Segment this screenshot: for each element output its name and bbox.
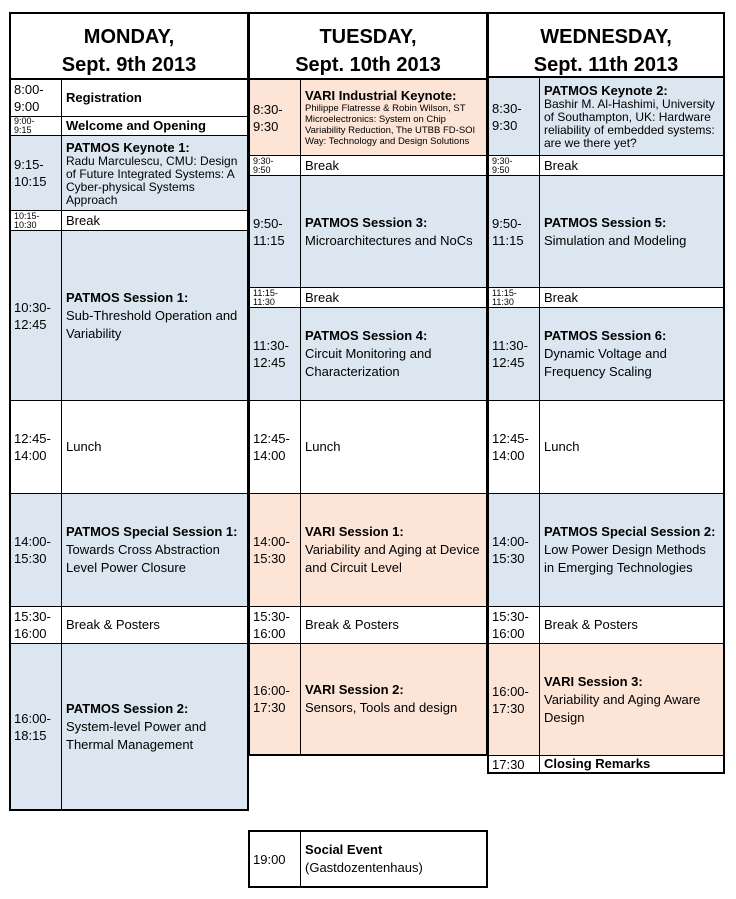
session-title: Registration — [66, 90, 142, 105]
wednesday-date: Sept. 11th 2013 — [533, 54, 679, 76]
session-title: PATMOS Keynote 1: — [66, 139, 190, 155]
session-desc: Break & Posters — [66, 617, 160, 632]
session-desc: Sensors, Tools and design — [305, 700, 458, 715]
schedule-row — [489, 755, 723, 772]
time-slot: 12:45- 14:00 — [11, 401, 62, 493]
schedule-row — [11, 606, 247, 643]
session-title: PATMOS Special Session 2: — [544, 524, 716, 539]
schedule-row — [489, 400, 723, 493]
schedule-row — [11, 493, 247, 606]
monday-schedule — [9, 78, 249, 811]
session-desc: Break — [66, 212, 100, 228]
session-desc: Break & Posters — [305, 617, 399, 632]
schedule-row — [489, 606, 723, 643]
session-desc: Microarchitectures and NoCs — [305, 232, 473, 248]
wednesday-header — [487, 12, 725, 78]
time-slot: 15:30- 16:00 — [250, 607, 301, 643]
session-title: Welcome and Opening — [66, 118, 206, 133]
session-title: Closing Remarks — [544, 756, 651, 771]
time-slot: 11:15- 11:30 — [250, 288, 301, 307]
session-desc: Circuit Monitoring and Characterization — [305, 346, 432, 379]
time-slot: 16:00- 17:30 — [489, 644, 540, 755]
session-title: VARI Session 1: — [305, 524, 404, 539]
time-slot: 11:15- 11:30 — [489, 288, 540, 307]
time-slot: 15:30- 16:00 — [11, 607, 62, 643]
time-slot: 9:50- 11:15 — [250, 176, 301, 287]
time-slot: 10:30- 12:45 — [11, 231, 62, 400]
session-title: PATMOS Session 5: — [544, 214, 667, 230]
session-desc: Lunch — [544, 439, 580, 454]
session-title: PATMOS Special Session 1: — [66, 524, 238, 539]
schedule-row — [489, 78, 723, 155]
session-desc: Break — [544, 289, 578, 305]
session-title: PATMOS Session 1: — [66, 289, 189, 305]
session-title: VARI Session 3: — [544, 673, 643, 689]
time-slot: 12:45- 14:00 — [250, 401, 301, 493]
session-title: PATMOS Session 3: — [305, 214, 428, 230]
schedule-row — [489, 175, 723, 287]
session-desc: Philippe Flatresse & Robin Wilson, ST Microelectronics: System on Chip Variability Reduction, The UTBB FD-SOI Way: Technology and Design Solutions — [305, 103, 476, 147]
time-slot: 11:30- 12:45 — [250, 308, 301, 400]
tuesday-header — [248, 12, 488, 80]
session-desc: Variability and Aging Aware Design — [544, 691, 701, 725]
schedule-row — [250, 307, 486, 400]
time-slot: 14:00- 15:30 — [11, 494, 62, 606]
session-title: PATMOS Keynote 2: — [544, 83, 668, 98]
time-slot: 8:00- 9:00 — [11, 80, 62, 116]
time-slot: 8:30- 9:30 — [489, 78, 540, 155]
schedule-row — [11, 230, 247, 400]
schedule-row — [250, 606, 486, 643]
session-desc: Lunch — [66, 439, 102, 454]
session-title: PATMOS Session 6: — [544, 328, 667, 343]
wednesday-schedule — [487, 76, 725, 774]
time-slot: 15:30- 16:00 — [489, 607, 540, 643]
schedule-row — [11, 80, 247, 116]
time-slot: 11:30- 12:45 — [489, 308, 540, 400]
time-slot: 10:15- 10:30 — [11, 211, 62, 230]
time-slot: 12:45- 14:00 — [489, 401, 540, 493]
schedule-row — [250, 155, 486, 175]
social-event-title: Social Event — [305, 842, 383, 857]
session-desc: Bashir M. Al-Hashimi, University of Southampton, UK: Hardware reliability of embedded systems: are we there yet? — [544, 97, 715, 150]
session-desc: Break & Posters — [544, 617, 638, 632]
time-slot: 14:00- 15:30 — [250, 494, 301, 606]
session-desc: Break — [305, 289, 339, 305]
time-slot: 16:00- 18:15 — [11, 644, 62, 809]
session-desc: System-level Power and Thermal Management — [66, 718, 207, 752]
session-desc: Low Power Design Methods in Emerging Technologies — [544, 542, 706, 575]
schedule-row — [250, 287, 486, 307]
schedule-row — [11, 116, 247, 135]
schedule-row — [250, 493, 486, 606]
session-desc: Variability and Aging at Device and Circuit Level — [305, 542, 480, 575]
tuesday-schedule — [248, 78, 488, 756]
session-title: PATMOS Session 4: — [305, 328, 428, 343]
schedule-row — [250, 175, 486, 287]
time-slot: 19:00 — [250, 832, 301, 886]
social-event-location: (Gastdozentenhaus) — [305, 860, 423, 875]
schedule-row — [489, 287, 723, 307]
monday-header — [9, 12, 249, 80]
schedule-row — [11, 400, 247, 493]
session-desc: Break — [305, 157, 339, 173]
time-slot: 9:50- 11:15 — [489, 176, 540, 287]
session-title: VARI Session 2: — [305, 682, 404, 697]
session-desc: Radu Marculescu, CMU: Design of Future Integrated Systems: A Cyber-physical Systems Approach — [66, 153, 238, 207]
time-slot: 9:30- 9:50 — [489, 156, 540, 175]
time-slot: 8:30- 9:30 — [250, 80, 301, 155]
schedule-row — [11, 135, 247, 210]
schedule-row — [489, 307, 723, 400]
session-desc: Dynamic Voltage and Frequency Scaling — [544, 346, 667, 379]
session-desc: Lunch — [305, 439, 341, 454]
schedule-row — [489, 493, 723, 606]
schedule-row — [489, 155, 723, 175]
tuesday-date: Sept. 10th 2013 — [295, 54, 441, 76]
session-desc: Simulation and Modeling — [544, 232, 687, 248]
time-slot: 9:00- 9:15 — [11, 117, 62, 135]
session-desc: Break — [544, 157, 578, 173]
schedule-row — [250, 400, 486, 493]
monday-day: MONDAY, — [83, 26, 175, 48]
tuesday-day: TUESDAY, — [319, 26, 417, 48]
schedule-row — [250, 643, 486, 754]
session-desc: Sub-Threshold Operation and Variability — [66, 307, 238, 341]
wednesday-day: WEDNESDAY, — [540, 26, 672, 48]
schedule-row — [11, 210, 247, 230]
monday-date: Sept. 9th 2013 — [61, 54, 197, 76]
time-slot: 9:15- 10:15 — [11, 136, 62, 210]
schedule-row — [250, 80, 486, 155]
session-title: VARI Industrial Keynote: — [305, 88, 457, 103]
time-slot: 9:30- 9:50 — [250, 156, 301, 175]
time-slot: 17:30 — [489, 756, 540, 772]
time-slot: 14:00- 15:30 — [489, 494, 540, 606]
schedule-row — [489, 643, 723, 755]
session-desc: Towards Cross Abstraction Level Power Closure — [66, 542, 220, 575]
social-event — [248, 830, 488, 888]
schedule-row — [11, 643, 247, 809]
session-title: PATMOS Session 2: — [66, 700, 189, 716]
time-slot: 16:00- 17:30 — [250, 644, 301, 754]
